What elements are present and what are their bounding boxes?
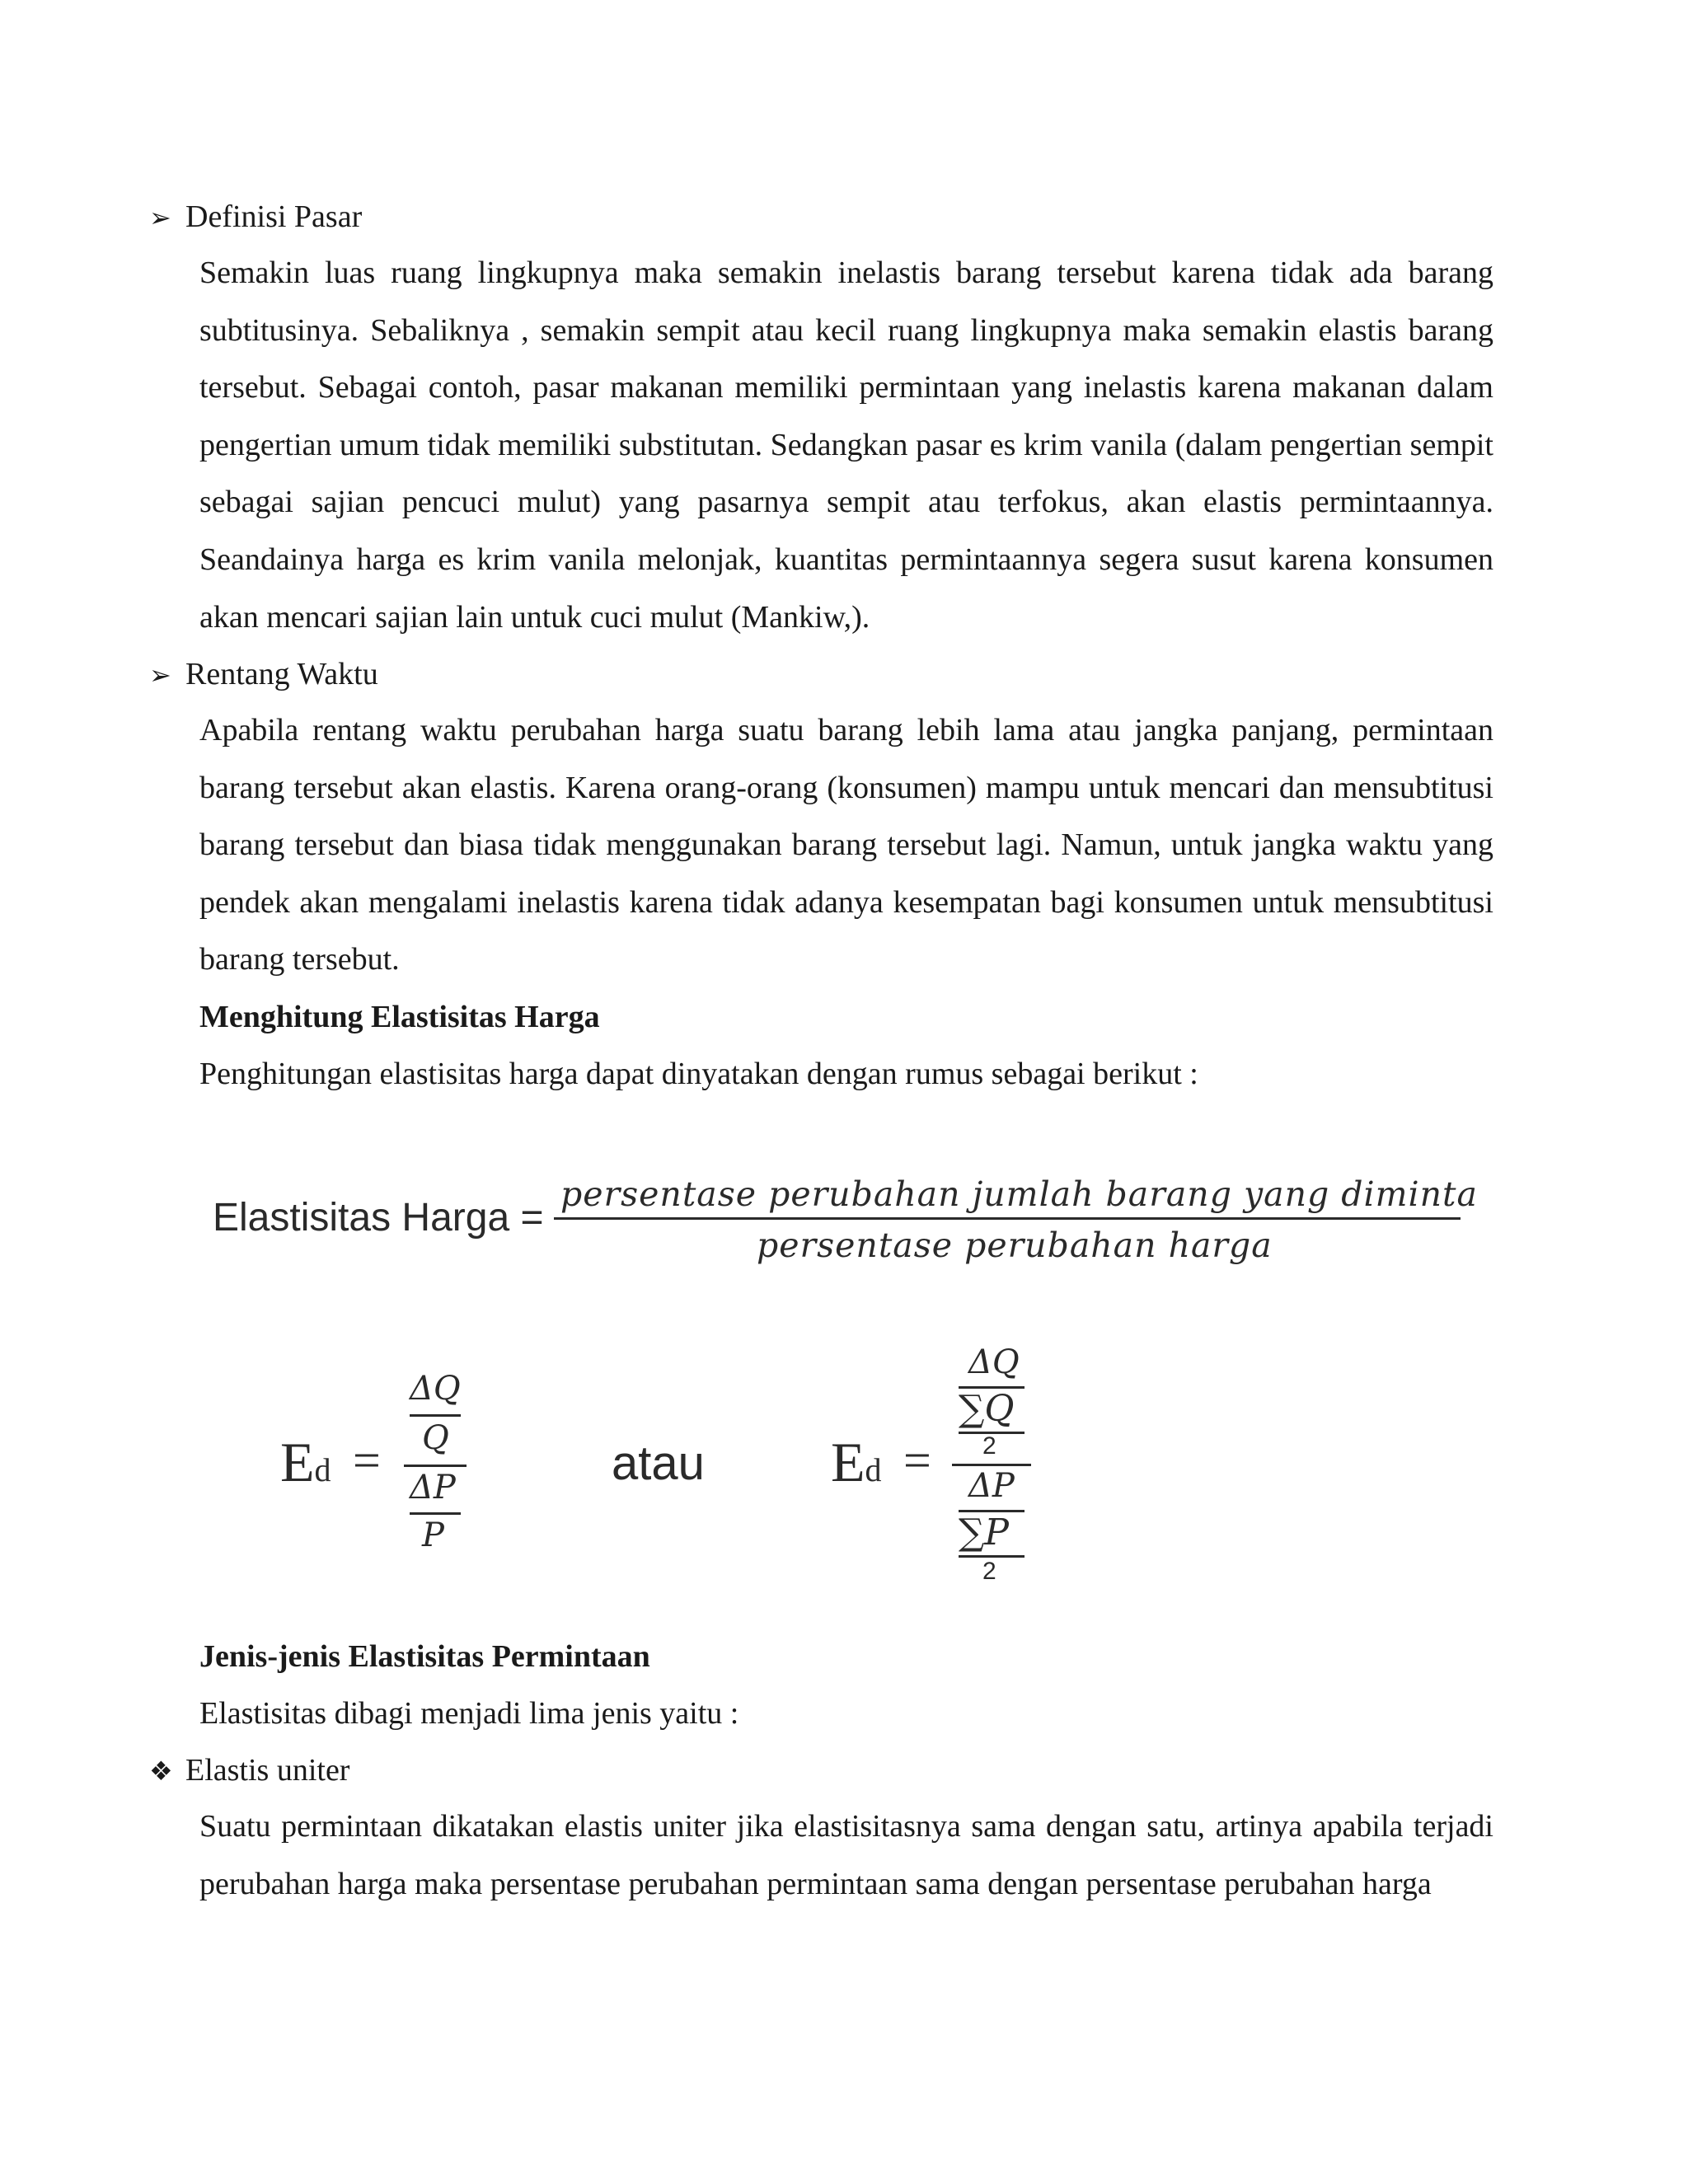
paragraph-rentang-waktu: Apabila rentang waktu perubahan harga suatu barang lebih lama atau jangka panjang, permintaan barang tersebut akan elastis. Karena orang-orang (konsumen) mampu untuk mencari dan mensubtitusi barang tersebut dan biasa tidak menggunakan barang tersebut lagi. Namun, untuk jangka waktu yang pendek akan mengalami inelastis karena tidak adanya kesempatan bagi konsumen untuk mensubtitusi barang tersebut. bbox=[199, 713, 1493, 977]
heading-jenis: Jenis-jenis Elastisitas Permintaan bbox=[199, 1639, 650, 1674]
bullet-definisi-pasar bbox=[149, 188, 362, 246]
section-title: Elastis uniter bbox=[185, 1753, 350, 1788]
paragraph-definisi-pasar: Semakin luas ruang lingkupnya maka semakin inelastis barang tersebut karena tidak ada barang subtitusinya. Sebaliknya , semakin sempit atau kecil ruang lingkupnya maka semakin elastis barang tersebut. Sebagai contoh, pasar makanan memiliki permintaan yang inelastis karena makanan dalam pengertian umum tidak memiliki substitutan. Sedangkan pasar es krim vanila (dalam pengertian sempit sebagai sajian pencuci mulut) yang pasarnya sempit atau terfokus, akan elastis permintaannya. Seandainya harga es krim vanila melonjak, kuantitas permintaannya segera susut karena konsumen akan mencari sajian lain untuk cuci mulut (Mankiw,). bbox=[199, 255, 1493, 635]
intro-jenis: Elastisitas dibagi menjadi lima jenis yaitu : bbox=[199, 1696, 739, 1731]
intro-menghitung: Penghitungan elastisitas harga dapat dinyatakan dengan rumus sebagai berikut : bbox=[199, 1057, 1198, 1091]
two-denominator: 2 bbox=[982, 1558, 996, 1585]
fraction-bar bbox=[410, 1512, 461, 1515]
fraction-bar bbox=[554, 1217, 1461, 1220]
atau-text: atau bbox=[612, 1436, 705, 1490]
arrow-bullet-icon: ➢ bbox=[149, 203, 171, 232]
two-denominator: 2 bbox=[982, 1432, 996, 1460]
equals-sign-right: = bbox=[903, 1433, 931, 1488]
bullet-elastis-uniter bbox=[149, 1741, 349, 1800]
formula-label: Elastisitas Harga = bbox=[213, 1196, 544, 1240]
ed-symbol-right: Ed bbox=[831, 1431, 882, 1493]
heading-menghitung: Menghitung Elastisitas Harga bbox=[199, 1000, 600, 1034]
delta-p-numerator: ΔP bbox=[968, 1467, 1015, 1505]
fraction-bar bbox=[410, 1414, 461, 1417]
formula-denominator: persentase perubahan harga bbox=[757, 1226, 1273, 1265]
sum-p: ∑P bbox=[959, 1511, 1010, 1554]
section-title: Rentang Waktu bbox=[185, 657, 378, 691]
delta-q-numerator: ΔQ bbox=[410, 1370, 461, 1408]
delta-p-numerator: ΔP bbox=[410, 1469, 456, 1507]
ed-symbol-left: Ed bbox=[280, 1431, 331, 1493]
formula-numerator: persentase perubahan jumlah barang yang diminta bbox=[560, 1174, 1478, 1214]
arrow-bullet-icon: ➢ bbox=[149, 660, 171, 690]
paragraph-elastis-uniter: Suatu permintaan dikatakan elastis uniter jika elastisitasnya sama dengan satu, artinya apabila terjadi perubahan harga maka persentase perubahan permintaan sama dengan persentase perubahan harga bbox=[199, 1809, 1493, 1901]
equals-sign-left: = bbox=[353, 1433, 381, 1488]
main-fraction-bar bbox=[952, 1464, 1031, 1466]
diamond-bullet-icon: ❖ bbox=[149, 1756, 173, 1786]
section-title: Definisi Pasar bbox=[185, 199, 363, 234]
bullet-rentang-waktu bbox=[149, 645, 378, 704]
delta-q-numerator: ΔQ bbox=[968, 1343, 1020, 1381]
main-fraction-bar bbox=[404, 1465, 467, 1467]
sum-q: ∑Q bbox=[959, 1388, 1015, 1430]
q-denominator: Q bbox=[422, 1419, 449, 1457]
p-denominator: P bbox=[422, 1516, 444, 1554]
